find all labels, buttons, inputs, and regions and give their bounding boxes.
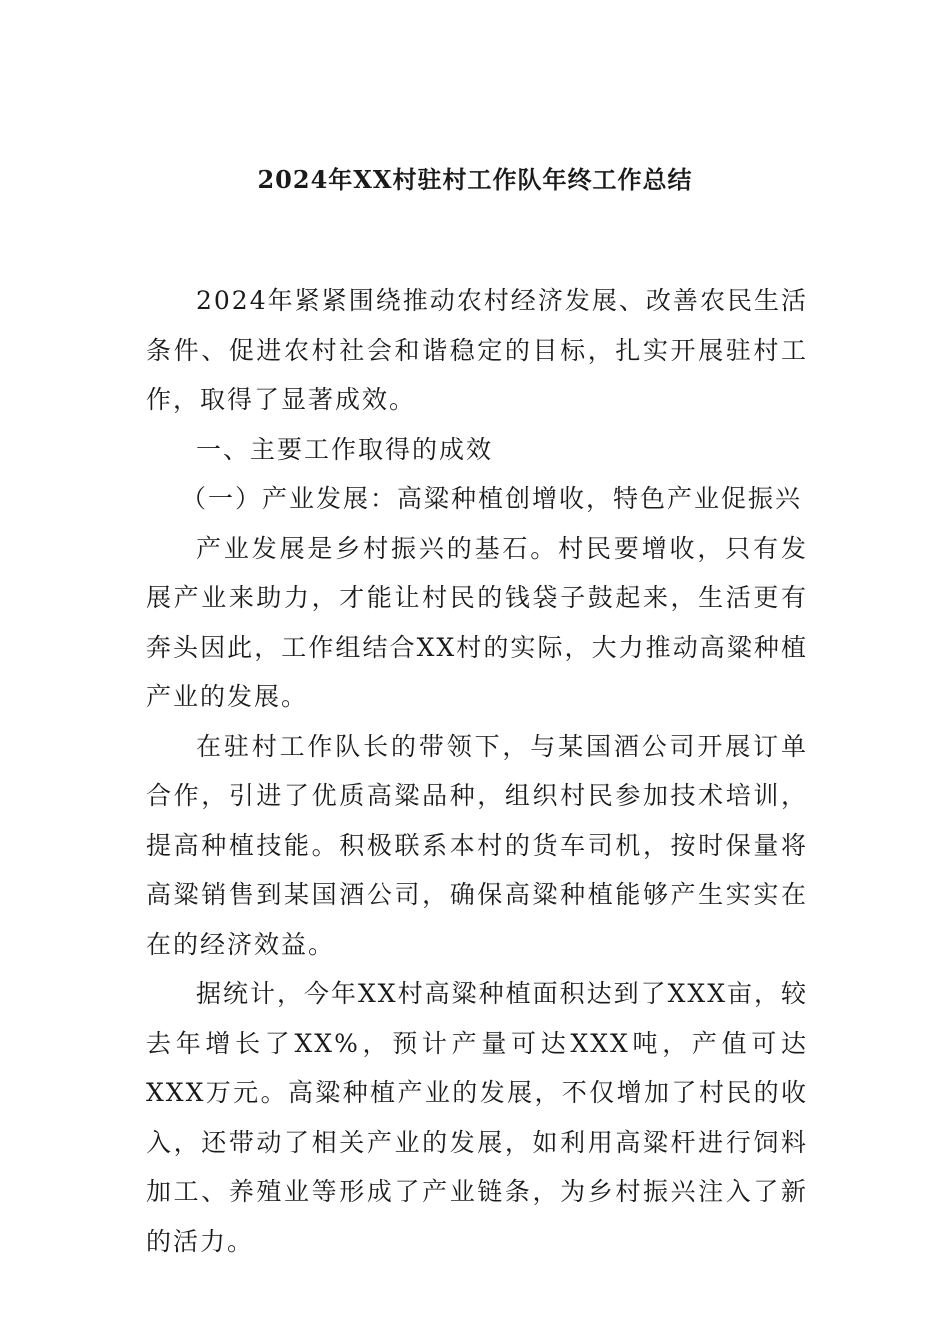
intro-paragraph: 2024年紧紧围绕推动农村经济发展、改善农民生活条件、促进农村社会和谐稳定的目标，扎实开展驻村工作，取得了显著成效。 bbox=[146, 286, 808, 414]
body-paragraph-industry: 产业发展是乡村振兴的基石。村民要增收，只有发展产业来助力，才能让村民的钱袋子鼓起来，生活更有奔头因此，工作组结合XX村的实际，大力推动高粱种植产业的发展。 bbox=[146, 533, 808, 711]
document-title: 2024年XX村驻村工作队年终工作总结 bbox=[257, 165, 693, 194]
section-heading: 一、主要工作取得的成效 bbox=[196, 434, 494, 464]
document-body bbox=[146, 276, 808, 1266]
body-paragraph-cooperation: 在驻村工作队长的带领下，与某国酒公司开展订单合作，引进了优质高粱品种，组织村民参加技术培训，提高种植技能。积极联系本村的货车司机，按时保量将高粱销售到某国酒公司，确保高粱种植能够产生实实在在的经济效益。 bbox=[146, 731, 808, 959]
body-paragraph-statistics: 据统计，今年XX村高粱种植面积达到了XXX亩，较去年增长了XX%，预计产量可达XXX吨，产值可达XXX万元。高粱种植产业的发展，不仅增加了村民的收入，还带动了相关产业的发展，如利用高粱杆进行饲料加工、养殖业等形成了产业链条，为乡村振兴注入了新的活力。 bbox=[146, 979, 808, 1256]
subsection-heading: （一）产业发展：高粱种植创增收，特色产业促振兴 bbox=[181, 484, 803, 513]
